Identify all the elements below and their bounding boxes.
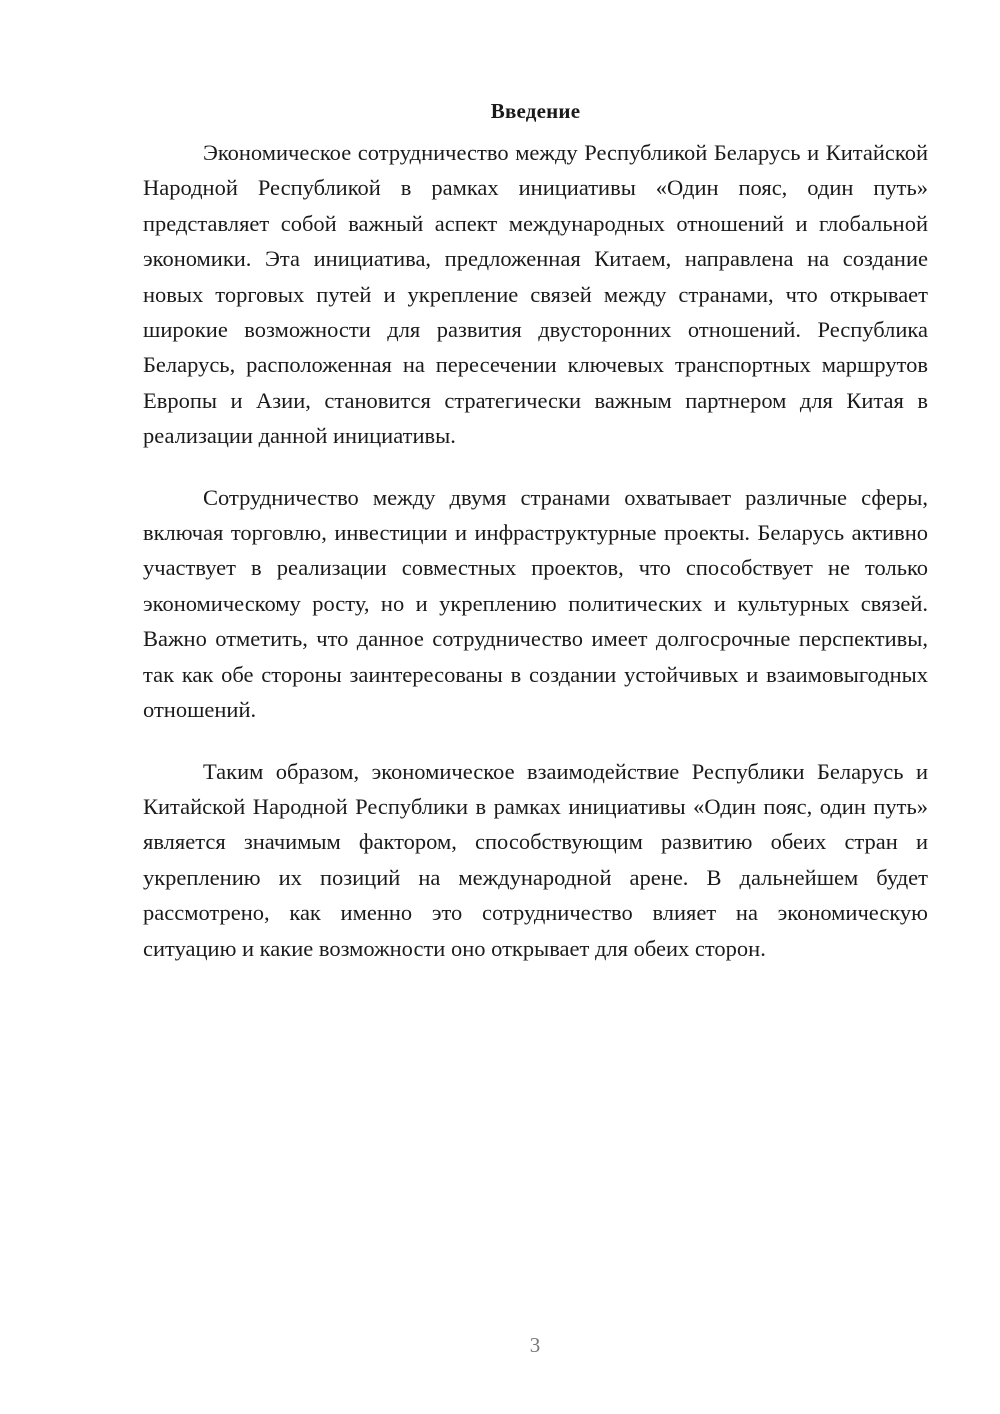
page-number: 3 [529, 1333, 541, 1357]
paragraph-3: Таким образом, экономическое взаимодействие Республики Беларусь и Китайской Народной Республики в рамках инициативы «Один пояс, один путь» является значимым фактором, способствующим развитию обеих стран и укреплению их позиций на международной арене. В дальнейшем будет рассмотрено, как именно это сотрудничество влияет на экономическую ситуацию и какие возможности оно открывает для обеих сторон. [143, 758, 928, 961]
paragraph-1: Экономическое сотрудничество между Республикой Беларусь и Китайской Народной Республикой в рамках инициативы «Один пояс, один путь» представляет собой важный аспект международных отношений и глобальной экономики. Эта инициатива, предложенная Китаем, направлена на создание новых торговых путей и укрепление связей между странами, что открывает широкие возможности для развития двусторонних отношений. Республика Беларусь, расположенная на пересечении ключевых транспортных маршрутов Европы и Азии, становится стратегически важным партнером для Китая в реализации данной инициативы. [143, 140, 928, 449]
page-content [143, 97, 928, 992]
paragraph-2: Сотрудничество между двумя странами охватывает различные сферы, включая торговлю, инвестиции и инфраструктурные проекты. Беларусь активно участвует в реализации совместных проектов, что способствует не только экономическому росту, но и укреплению политических и культурных связей. Важно отметить, что данное сотрудничество имеет долгосрочные перспективы, так как обе стороны заинтересованы в создании устойчивых и взаимовыгодных отношений. [143, 484, 928, 723]
section-heading: Введение [490, 99, 581, 123]
